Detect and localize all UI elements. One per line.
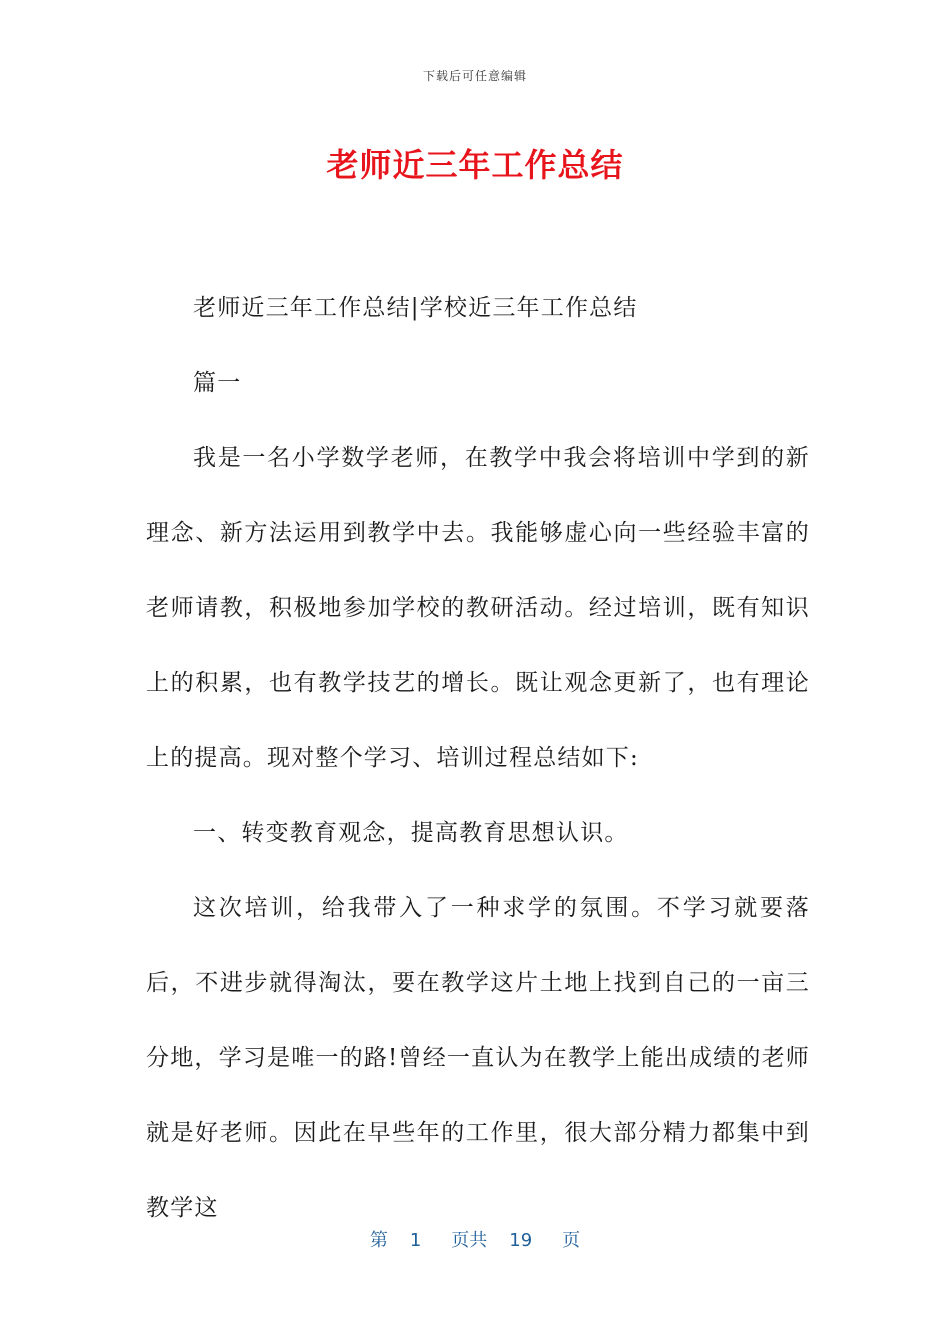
paragraph-heading-1: 一、转变教育观念，提高教育思想认识。 — [193, 820, 629, 846]
footer-suffix: 页 — [562, 1230, 581, 1251]
document-body — [146, 271, 810, 1246]
footer-current-page: 1 — [409, 1230, 422, 1251]
paragraph-section-label: 篇一 — [193, 370, 242, 396]
footer-total-pages: 19 — [509, 1230, 533, 1251]
footer-prefix: 第 — [369, 1230, 388, 1251]
header-note: 下载后可任意编辑 — [422, 69, 527, 83]
footer-mid: 页共 — [451, 1230, 488, 1251]
paragraph-intro: 我是一名小学数学老师，在教学中我会将培训中学到的新理念、新方法运用到教学中去。我能够虚心向一些经验丰富的老师请教，积极地参加学校的教研活动。经过培训，既有知识上的积累，也有教学技艺的增长。既让观念更新了，也有理论上的提高。现对整个学习、培训过程总结如下: — [146, 445, 810, 771]
page-footer — [0, 1226, 950, 1252]
paragraph-body-1: 这次培训，给我带入了一种求学的氛围。不学习就要落后，不进步就得淘汰，要在教学这片土地上找到自己的一亩三分地，学习是唯一的路!曾经一直认为在教学上能出成绩的老师就是好老师。因此在早些年的工作里，很大部分精力都集中到教学这 — [146, 895, 810, 1221]
document-title: 老师近三年工作总结 — [326, 146, 624, 184]
paragraph-subtitle: 老师近三年工作总结|学校近三年工作总结 — [193, 295, 638, 321]
